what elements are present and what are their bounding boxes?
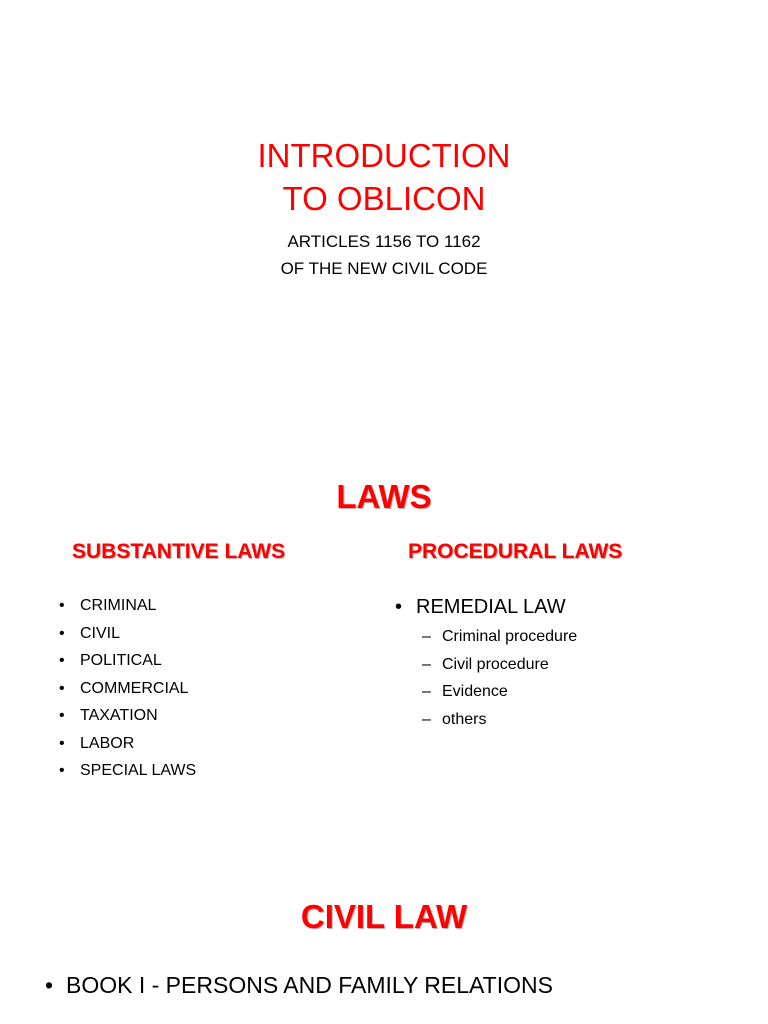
substantive-laws-list — [59, 592, 197, 785]
bullet-icon: • — [45, 972, 54, 998]
list-item-label: SPECIAL LAWS — [80, 762, 197, 779]
sub-list-item-label: Criminal procedure — [442, 628, 578, 645]
bullet-icon: • — [59, 652, 65, 669]
subtitle-line-1: ARTICLES 1156 TO 1162 — [287, 232, 481, 251]
sub-list-item-label: Civil procedure — [442, 655, 549, 673]
list-item-label: LABOR — [80, 734, 135, 752]
title-line-1: INTRODUCTION — [257, 137, 511, 174]
list-item — [59, 702, 196, 730]
list-item — [395, 593, 566, 621]
list-item — [45, 970, 553, 1000]
substantive-laws-heading: SUBSTANTIVE LAWS — [72, 540, 286, 563]
sub-list-item — [422, 678, 577, 706]
list-item — [59, 675, 196, 703]
dash-icon: – — [422, 710, 431, 728]
list-item-label: BOOK I - PERSONS AND FAMILY RELATIONS — [66, 972, 553, 998]
dash-icon: – — [422, 655, 431, 673]
list-item — [59, 620, 196, 648]
bullet-icon: • — [395, 596, 403, 618]
list-item-label: CIVIL — [80, 624, 121, 642]
civil-law-list — [45, 970, 553, 1000]
list-item-label: CRIMINAL — [80, 597, 157, 614]
list-item-label: REMEDIAL LAW — [416, 596, 566, 618]
bullet-icon: • — [59, 624, 65, 642]
bullet-icon: • — [59, 679, 65, 697]
list-item — [59, 730, 196, 758]
remedial-law-sublist — [422, 623, 578, 733]
bullet-icon: • — [59, 597, 65, 614]
list-item-label: COMMERCIAL — [80, 679, 189, 697]
list-item-label: POLITICAL — [80, 652, 162, 669]
procedural-laws-list — [395, 593, 566, 621]
list-item — [59, 757, 197, 785]
sub-list-item — [422, 706, 577, 734]
list-item — [59, 592, 196, 620]
procedural-laws-heading: PROCEDURAL LAWS — [408, 540, 623, 563]
bullet-icon: • — [59, 762, 65, 779]
sub-list-item — [422, 651, 577, 679]
sub-list-item — [422, 623, 578, 651]
subtitle-line-2: OF THE NEW CIVIL CODE — [280, 259, 488, 278]
sub-list-item-label: Evidence — [442, 683, 508, 700]
bullet-icon: • — [59, 707, 65, 724]
list-item — [59, 647, 196, 675]
list-item-label: TAXATION — [80, 707, 158, 724]
dash-icon: – — [422, 628, 431, 645]
bullet-icon: • — [59, 734, 65, 752]
title-line-2: TO OBLICON — [282, 180, 486, 217]
dash-icon: – — [422, 683, 431, 700]
laws-heading: LAWS — [336, 478, 432, 515]
civil-law-heading: CIVIL LAW — [300, 898, 468, 935]
sub-list-item-label: others — [442, 710, 487, 728]
